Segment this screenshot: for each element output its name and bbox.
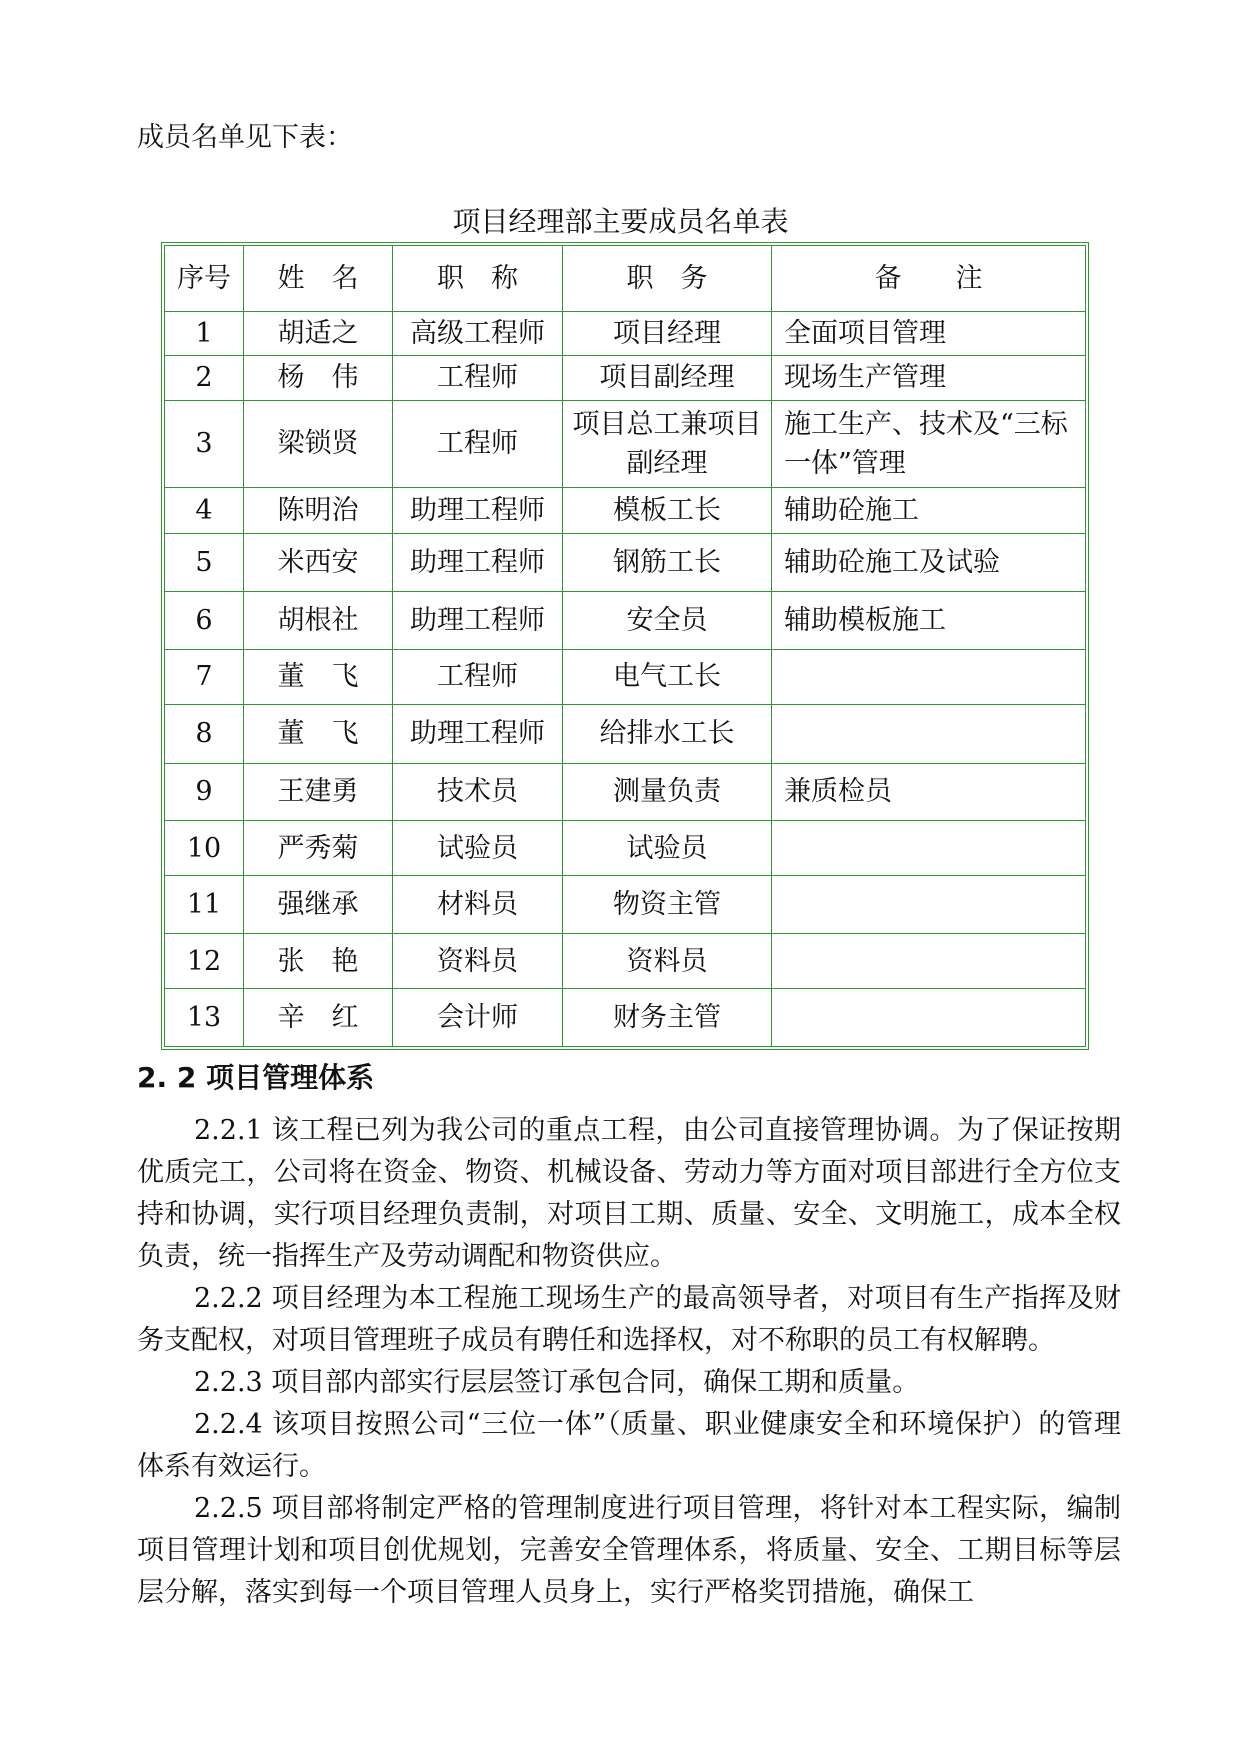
cell-position: 试验员 xyxy=(563,821,772,876)
cell-title: 工程师 xyxy=(393,649,563,704)
cell-remarks xyxy=(772,876,1086,934)
cell-name: 米西安 xyxy=(244,534,393,592)
cell-name: 陈明治 xyxy=(244,487,393,533)
cell-name: 梁锁贤 xyxy=(244,400,393,487)
cell-title: 助理工程师 xyxy=(393,487,563,533)
cell-remarks: 全面项目管理 xyxy=(772,312,1086,356)
cell-index: 4 xyxy=(165,487,244,533)
table-body xyxy=(165,312,1086,1047)
cell-index: 2 xyxy=(165,356,244,400)
cell-name: 辛 红 xyxy=(244,989,393,1047)
table-row xyxy=(165,534,1086,592)
cell-position: 项目总工兼项目副经理 xyxy=(563,400,772,487)
cell-position: 测量负责 xyxy=(563,763,772,821)
cell-title: 工程师 xyxy=(393,356,563,400)
cell-index: 8 xyxy=(165,704,244,763)
cell-name: 董 飞 xyxy=(244,704,393,763)
header-name: 姓 名 xyxy=(244,246,393,312)
table-header-row xyxy=(165,246,1086,312)
cell-remarks xyxy=(772,704,1086,763)
cell-title: 试验员 xyxy=(393,821,563,876)
table-row xyxy=(165,763,1086,821)
table-row xyxy=(165,356,1086,400)
cell-remarks: 辅助模板施工 xyxy=(772,592,1086,650)
cell-name: 董 飞 xyxy=(244,649,393,704)
cell-title: 助理工程师 xyxy=(393,592,563,650)
cell-position: 给排水工长 xyxy=(563,704,772,763)
cell-name: 张 艳 xyxy=(244,933,393,988)
paragraph: 2.2.1 该工程已列为我公司的重点工程，由公司直接管理协调。为了保证按期优质完工，公司将在资金、物资、机械设备、劳动力等方面对项目部进行全方位支持和协调，实行项目经理负责制，对项目工期、质量、安全、文明施工，成本全权负责，统一指挥生产及劳动调配和物资供应。 xyxy=(137,1115,1121,1272)
cell-title: 材料员 xyxy=(393,876,563,934)
cell-position: 安全员 xyxy=(563,592,772,650)
cell-title: 技术员 xyxy=(393,763,563,821)
paragraph: 2.2.5 项目部将制定严格的管理制度进行项目管理，将针对本工程实际，编制项目管理计划和项目创优规划，完善安全管理体系，将质量、安全、工期目标等层层分解，落实到每一个项目管理人员身上，实行严格奖罚措施，确保工 xyxy=(137,1493,1121,1608)
cell-remarks: 兼质检员 xyxy=(772,763,1086,821)
cell-remarks: 施工生产、技术及“三标一体”管理 xyxy=(772,400,1086,487)
cell-position: 模板工长 xyxy=(563,487,772,533)
cell-remarks xyxy=(772,821,1086,876)
section-heading: 2. 2 项目管理体系 xyxy=(137,1061,375,1094)
cell-title: 助理工程师 xyxy=(393,704,563,763)
cell-remarks: 辅助砼施工及试验 xyxy=(772,534,1086,592)
paragraph: 2.2.4 该项目按照公司“三位一体”（质量、职业健康安全和环境保护）的管理体系有效运行。 xyxy=(137,1409,1121,1482)
header-position: 职 务 xyxy=(563,246,772,312)
cell-position: 项目副经理 xyxy=(563,356,772,400)
table-row xyxy=(165,876,1086,934)
table-row xyxy=(165,933,1086,988)
cell-index: 3 xyxy=(165,400,244,487)
cell-name: 强继承 xyxy=(244,876,393,934)
cell-position: 电气工长 xyxy=(563,649,772,704)
cell-title: 高级工程师 xyxy=(393,312,563,356)
cell-index: 6 xyxy=(165,592,244,650)
cell-name: 胡适之 xyxy=(244,312,393,356)
cell-remarks: 辅助砼施工 xyxy=(772,487,1086,533)
cell-title: 资料员 xyxy=(393,933,563,988)
paragraph: 2.2.3 项目部内部实行层层签订承包合同，确保工期和质量。 xyxy=(194,1367,920,1398)
cell-name: 杨 伟 xyxy=(244,356,393,400)
table-row xyxy=(165,400,1086,487)
cell-position: 钢筋工长 xyxy=(563,534,772,592)
cell-remarks: 现场生产管理 xyxy=(772,356,1086,400)
table-row xyxy=(165,592,1086,650)
cell-position: 财务主管 xyxy=(563,989,772,1047)
table-row xyxy=(165,821,1086,876)
member-table xyxy=(164,245,1086,1047)
header-remarks: 备 注 xyxy=(772,246,1086,312)
header-index: 序号 xyxy=(165,246,244,312)
intro-text: 成员名单见下表： xyxy=(137,122,353,153)
member-table-frame xyxy=(161,242,1089,1050)
cell-remarks xyxy=(772,649,1086,704)
section-body xyxy=(137,1110,1121,1614)
cell-title: 会计师 xyxy=(393,989,563,1047)
cell-position: 物资主管 xyxy=(563,876,772,934)
cell-index: 10 xyxy=(165,821,244,876)
cell-index: 9 xyxy=(165,763,244,821)
cell-remarks xyxy=(772,989,1086,1047)
paragraph: 2.2.2 项目经理为本工程施工现场生产的最高领导者，对项目有生产指挥及财务支配权，对项目管理班子成员有聘任和选择权，对不称职的员工有权解聘。 xyxy=(137,1283,1121,1356)
cell-title: 工程师 xyxy=(393,400,563,487)
table-title: 项目经理部主要成员名单表 xyxy=(452,205,789,238)
cell-index: 5 xyxy=(165,534,244,592)
table-row xyxy=(165,649,1086,704)
cell-title: 助理工程师 xyxy=(393,534,563,592)
cell-name: 严秀菊 xyxy=(244,821,393,876)
cell-name: 王建勇 xyxy=(244,763,393,821)
header-title: 职 称 xyxy=(393,246,563,312)
cell-index: 12 xyxy=(165,933,244,988)
cell-remarks xyxy=(772,933,1086,988)
cell-name: 胡根社 xyxy=(244,592,393,650)
table-row xyxy=(165,487,1086,533)
table-row xyxy=(165,704,1086,763)
cell-index: 13 xyxy=(165,989,244,1047)
cell-position: 项目经理 xyxy=(563,312,772,356)
cell-index: 7 xyxy=(165,649,244,704)
table-row xyxy=(165,989,1086,1047)
table-row xyxy=(165,312,1086,356)
cell-position: 资料员 xyxy=(563,933,772,988)
cell-index: 1 xyxy=(165,312,244,356)
cell-index: 11 xyxy=(165,876,244,934)
